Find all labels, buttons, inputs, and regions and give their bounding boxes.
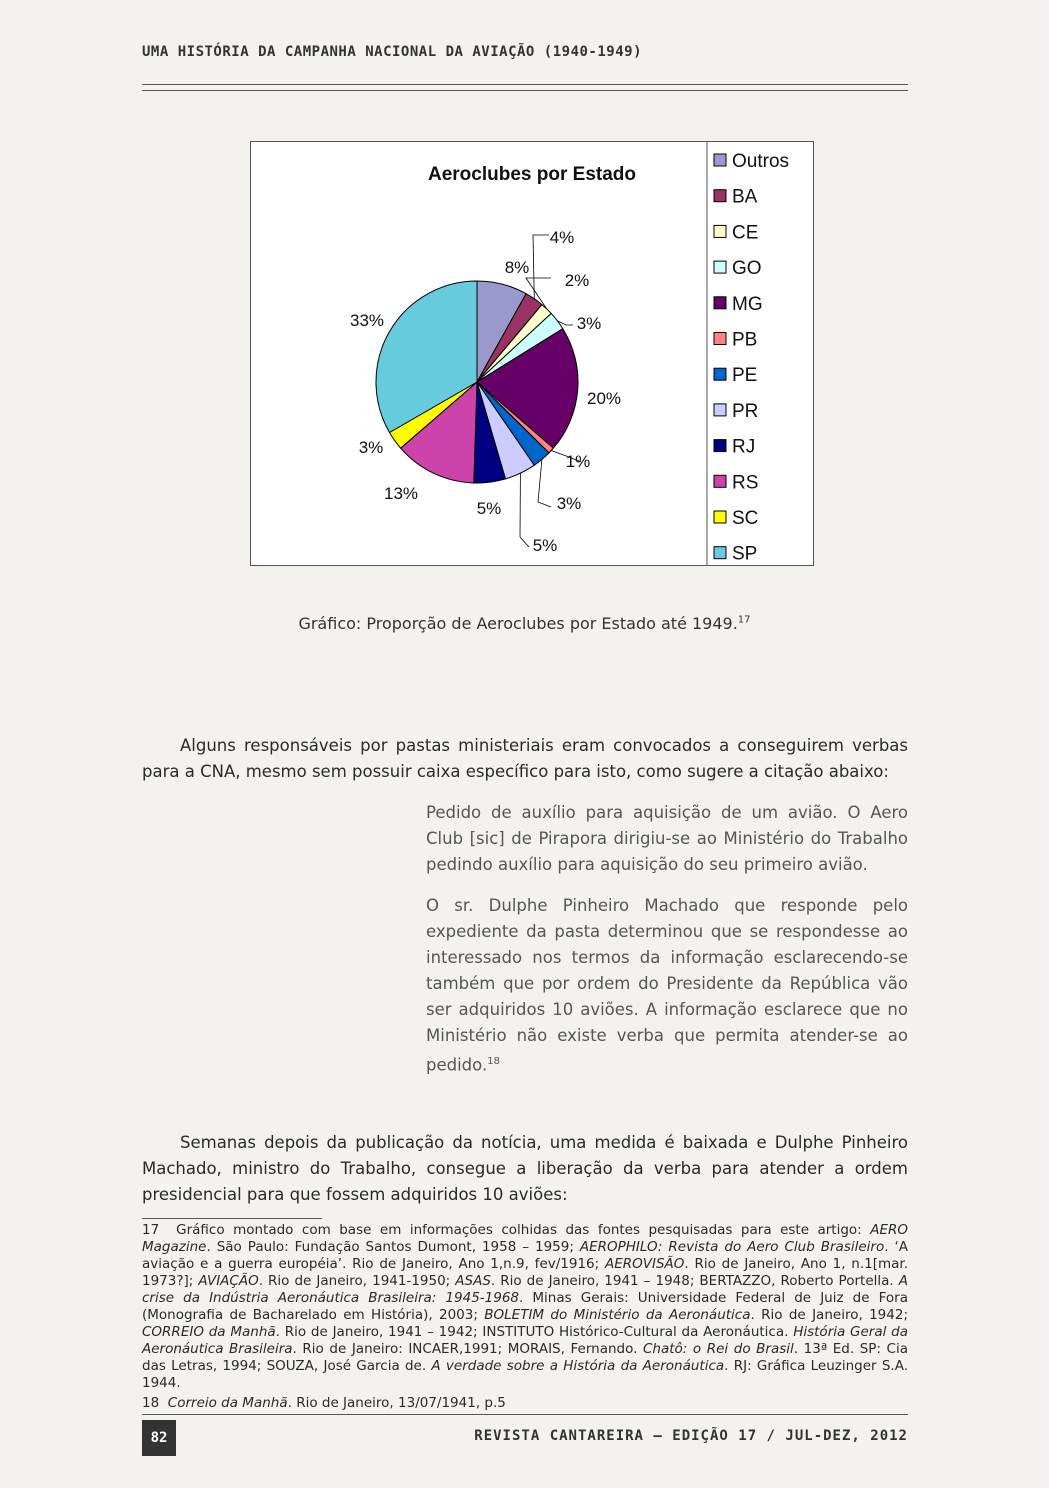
fn17-text: . Rio de Janeiro: INCAER,1991; MORAIS, Fernando. xyxy=(292,1341,643,1357)
legend-swatch-rj xyxy=(714,440,726,452)
pie-label-outros: 8% xyxy=(504,258,530,277)
caption-text: Gráfico: Proporção de Aeroclubes por Estado até 1949. xyxy=(298,614,738,633)
figure-caption xyxy=(0,614,1049,633)
legend-swatch-pr xyxy=(714,404,726,416)
fn17-title: BOLETIM do Ministério da Aeronáutica xyxy=(484,1307,751,1323)
footnote-17-number: 17 xyxy=(142,1222,160,1238)
fn17-title: A crise da Indústria Aeronáutica Brasileira: 1945-1968 xyxy=(142,1273,908,1306)
legend-swatch-sp xyxy=(714,547,726,559)
chart-legend xyxy=(714,151,789,565)
legend-swatch-sc xyxy=(714,511,726,523)
legend-label-mg: MG xyxy=(732,293,763,315)
pie-chart-frame xyxy=(250,141,814,566)
footnotes xyxy=(142,1222,908,1415)
legend-label-ce: CE xyxy=(732,222,759,244)
quote-2-note-ref: 18 xyxy=(487,1056,500,1067)
legend-label-pe: PE xyxy=(732,365,758,387)
fn17-title: Chatô: o Rei do Brasil xyxy=(642,1341,794,1357)
quote-2-text: O sr. Dulphe Pinheiro Machado que responde pelo expediente da pasta determinou que se respondesse ao interessado nos termos da informação esclarecendo-se também que por ordem do Presidente da República vão ser adquiridos 10 aviões. A informação esclarece que no Ministério não existe verba que permita atender-se ao pedido. xyxy=(426,896,908,1075)
legend-swatch-outros xyxy=(714,154,726,166)
pie-chart xyxy=(251,142,813,565)
footnote-18-number: 18 xyxy=(142,1395,160,1411)
fn17-text: . Rio de Janeiro, 1941 – 1948; BERTAZZO, Roberto Portella. xyxy=(490,1273,899,1289)
pie-label-sc: 3% xyxy=(358,438,384,457)
legend-swatch-rs xyxy=(714,475,726,487)
fn18-text: . Rio de Janeiro, 13/07/1941, p.5 xyxy=(287,1395,506,1411)
footnote-18 xyxy=(142,1395,908,1412)
legend-label-pr: PR xyxy=(732,400,759,422)
pie-label-rj: 5% xyxy=(476,499,502,518)
chart-title: Aeroclubes por Estado xyxy=(428,164,636,185)
fn17-title: ASAS xyxy=(455,1273,491,1289)
pie-label-go: 3% xyxy=(576,314,602,333)
journal-name: REVISTA CANTAREIRA – EDIÇÃO 17 / JUL-DEZ, 2012 xyxy=(474,1428,908,1444)
legend-label-ba: BA xyxy=(732,186,758,208)
fn18-title: Correio da Manhã xyxy=(167,1395,288,1411)
legend-swatch-ba xyxy=(714,190,726,202)
fn17-text: . Rio de Janeiro, 1942; xyxy=(750,1307,908,1323)
legend-swatch-ce xyxy=(714,225,726,237)
running-header-title: UMA HISTÓRIA DA CAMPANHA NACIONAL DA AVIAÇÃO (1940-1949) xyxy=(142,44,643,60)
leader-line-ba xyxy=(533,235,549,299)
legend-label-outros: Outros xyxy=(732,151,790,172)
pie-label-rs: 13% xyxy=(383,484,419,503)
body-paragraph-1 xyxy=(142,733,908,785)
leader-line-pe xyxy=(538,459,551,507)
page-number: 82 xyxy=(142,1420,176,1456)
fn17-text: . Rio de Janeiro, 1941 – 1942; INSTITUTO Histórico-Cultural da Aeronáutica. xyxy=(275,1324,794,1340)
fn17-text: . Rio de Janeiro, 1941-1950; xyxy=(258,1273,456,1289)
paragraph-1-text: Alguns responsáveis por pastas ministeriais eram convocados a conseguirem verbas para a CNA, mesmo sem possuir caixa específico para isto, como sugere a citação abaixo: xyxy=(142,736,908,781)
pie-label-ba: 4% xyxy=(549,228,575,247)
leader-line-pr xyxy=(520,473,529,547)
body-paragraph-2 xyxy=(142,1130,908,1208)
fn17-title: A verdade sobre a História da Aeronáutica xyxy=(431,1358,725,1374)
legend-label-sp: SP xyxy=(732,543,758,565)
paragraph-2-text: Semanas depois da publicação da notícia, uma medida é baixada e Dulphe Pinheiro Machado, ministro do Trabalho, consegue a liberação da verba para atender a ordem presidencial para que fossem adquiridos 10 aviões: xyxy=(142,1133,908,1204)
fn17-text: . Minas Gerais: Universidade Federal de Juiz de Fora (Monografia de Bacharelado em História), 2003; xyxy=(142,1290,908,1323)
fn17-text: . RJ: Gráfica Leuzinger S.A. 1944. xyxy=(142,1358,908,1391)
pie-label-ce: 2% xyxy=(564,271,590,290)
fn17-title: AEROPHILO: Revista do Aero Club Brasileiro xyxy=(579,1239,885,1255)
footer-rule xyxy=(142,1414,908,1415)
footnote-17 xyxy=(142,1222,908,1392)
legend-swatch-pe xyxy=(714,368,726,380)
fn17-title: AEROVISÃO xyxy=(604,1256,685,1272)
legend-swatch-go xyxy=(714,261,726,273)
pie-label-pr: 5% xyxy=(532,536,558,555)
header-double-rule xyxy=(142,84,908,91)
fn17-title: CORREIO da Manhã xyxy=(142,1324,276,1340)
fn17-title: História Geral da Aeronáutica Brasileira xyxy=(142,1324,909,1357)
pie-label-pe: 3% xyxy=(556,494,582,513)
legend-label-rj: RJ xyxy=(732,436,756,458)
pie-slices xyxy=(376,281,578,483)
fn17-title: AVIAÇÃO xyxy=(198,1273,259,1289)
fn17-text: Gráfico montado com base em informações colhidas das fontes pesquisadas para este artigo: xyxy=(176,1222,871,1238)
block-quote-1: Pedido de auxílio para aquisição de um avião. O Aero Club [sic] de Pirapora dirigiu-se ao Ministério do Trabalho pedindo auxílio para aquisição do seu primeiro avião. xyxy=(426,803,908,874)
fn17-title: AERO Magazine xyxy=(142,1222,908,1255)
block-quote-2 xyxy=(426,893,908,1079)
legend-swatch-pb xyxy=(714,333,726,345)
legend-label-pb: PB xyxy=(732,329,758,351)
legend-label-sc: SC xyxy=(732,508,759,529)
caption-note-ref: 17 xyxy=(737,614,751,626)
legend-label-rs: RS xyxy=(732,472,759,494)
fn17-text: . ‘A aviação e a guerra européia’. Rio de Janeiro, Ano 1,n.9, fev/1916; xyxy=(142,1239,909,1272)
pie-label-pb: 1% xyxy=(565,452,591,471)
pie-label-sp: 33% xyxy=(349,311,385,330)
footnote-rule xyxy=(142,1218,322,1219)
legend-label-go: GO xyxy=(732,258,762,280)
fn17-text: . São Paulo: Fundação Santos Dumont, 1958 – 1959; xyxy=(206,1239,580,1255)
legend-swatch-mg xyxy=(714,297,726,309)
fn17-text: . Rio de Janeiro, Ano 1, n.1[mar. 1973?]; xyxy=(142,1256,909,1289)
fn17-text: . 13ª Ed. SP: Cia das Letras, 1994; SOUZA, José Garcia de. xyxy=(142,1341,908,1374)
pie-label-mg: 20% xyxy=(586,389,622,408)
